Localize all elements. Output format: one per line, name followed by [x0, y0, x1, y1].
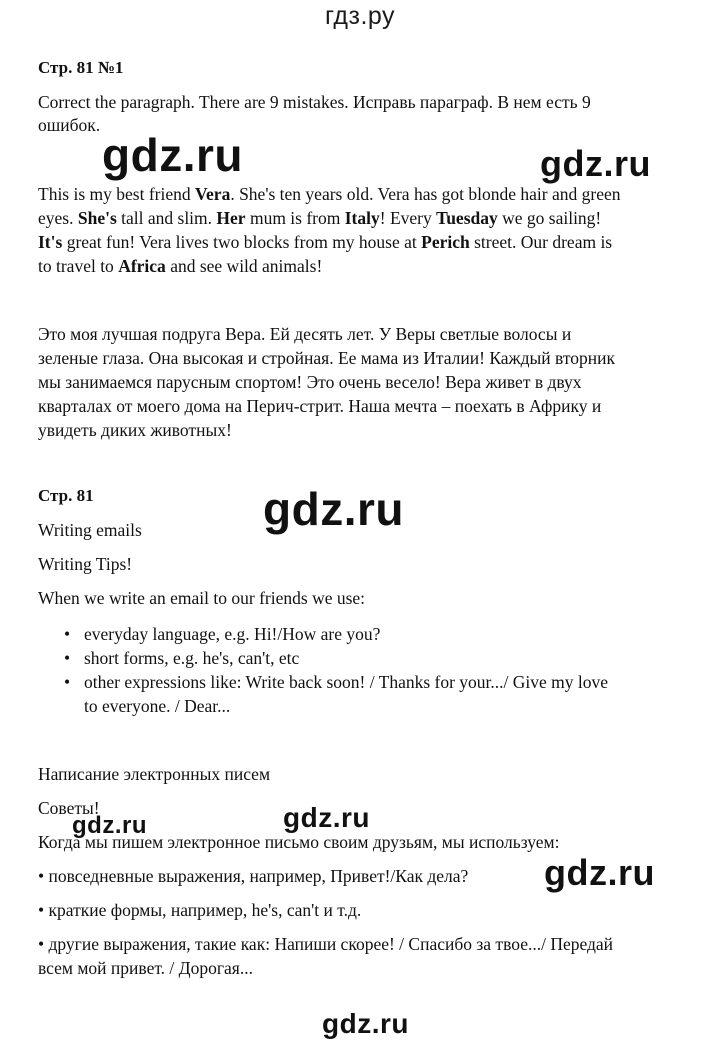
russian-paragraph-line: увидеть диких животных! — [38, 420, 232, 440]
section-heading: Стр. 81 №1 — [38, 58, 124, 77]
english-paragraph-line — [38, 184, 620, 205]
english-paragraph-line — [38, 232, 612, 253]
corrected-word: She's — [77, 208, 117, 228]
list-item — [58, 622, 608, 646]
corrected-word: Italy — [344, 208, 380, 228]
watermark: gdz.ru — [540, 143, 651, 184]
ru-list-item: всем мой привет. / Дорогая... — [38, 958, 253, 978]
ru-list-item: • краткие формы, например, he's, can't и т.д. — [38, 900, 362, 920]
intro-line: When we write an email to our friends we use: — [38, 588, 366, 608]
list-item — [58, 670, 608, 718]
english-paragraph-line — [38, 208, 601, 229]
task-line: Correct the paragraph. There are 9 mistakes. Исправь параграф. В нем есть 9 — [38, 92, 591, 112]
russian-paragraph-line: кварталах от моего дома на Перич-стрит. Наша мечта – поехать в Африку и — [38, 396, 602, 416]
text-segment: to travel to — [38, 256, 119, 276]
text-segment: This is my best friend — [38, 184, 195, 204]
corrected-word: Tuesday — [436, 208, 498, 228]
watermark: gdz.ru — [322, 1008, 409, 1039]
corrected-word: Vera — [195, 184, 231, 204]
task-line: ошибок. — [38, 115, 101, 135]
text-segment: mum is from — [245, 208, 345, 228]
list-item-text: to everyone. / Dear... — [84, 696, 231, 716]
watermark: gdz.ru — [102, 129, 243, 181]
text-segment: ! Every — [379, 208, 437, 228]
ru-title: Написание электронных писем — [38, 764, 271, 784]
watermark: gdz.ru — [283, 802, 370, 833]
russian-paragraph-line: Это моя лучшая подруга Вера. Ей десять лет. У Веры светлые волосы и — [38, 324, 572, 344]
watermark: gdz.ru — [72, 812, 147, 839]
corrected-word: Africa — [118, 256, 166, 276]
text-segment: we go sailing! — [497, 208, 602, 228]
list-item-text: everyday language, e.g. Hi!/How are you? — [84, 624, 381, 644]
watermark: gdz.ru — [544, 852, 655, 893]
corrected-word: It's — [38, 232, 63, 252]
russian-paragraph-line: зеленые глаза. Она высокая и стройная. Ее мама из Италии! Каждый вторник — [38, 348, 616, 368]
list-item-text: short forms, e.g. he's, can't, etc — [84, 648, 300, 668]
ru-subtitle: Советы! — [38, 798, 100, 818]
ru-intro: Когда мы пишем электронное письмо своим друзьям, мы используем: — [38, 832, 560, 852]
text-segment: great fun! Vera lives two blocks from my house at — [62, 232, 422, 252]
text-segment: eyes. — [38, 208, 78, 228]
corrected-word: Her — [216, 208, 246, 228]
list-item — [58, 646, 608, 670]
text-segment: . She's ten years old. Vera has got blonde hair and green — [230, 184, 621, 204]
section-title: Writing emails — [38, 520, 142, 540]
ru-list-item: • другие выражения, такие как: Напиши скорее! / Спасибо за твое.../ Передай — [38, 934, 614, 954]
text-segment: street. Our dream is — [469, 232, 613, 252]
text-segment: tall and slim. — [116, 208, 217, 228]
watermark: gdz.ru — [263, 483, 404, 535]
list-item-text: other expressions like: Write back soon! / Thanks for your.../ Give my love — [84, 672, 609, 692]
corrected-word: Perich — [421, 232, 470, 252]
russian-paragraph-line: мы занимаемся парусным спортом! Это очень весело! Вера живет в двух — [38, 372, 582, 392]
section-subtitle: Writing Tips! — [38, 554, 133, 574]
english-paragraph-line — [38, 256, 322, 277]
ru-list-item: • повседневные выражения, например, Привет!/Как дела? — [38, 866, 469, 886]
text-segment: and see wild animals! — [165, 256, 323, 276]
site-header: гдз.ру — [324, 2, 396, 30]
tips-list — [58, 622, 608, 718]
section-heading: Стр. 81 — [38, 486, 94, 505]
